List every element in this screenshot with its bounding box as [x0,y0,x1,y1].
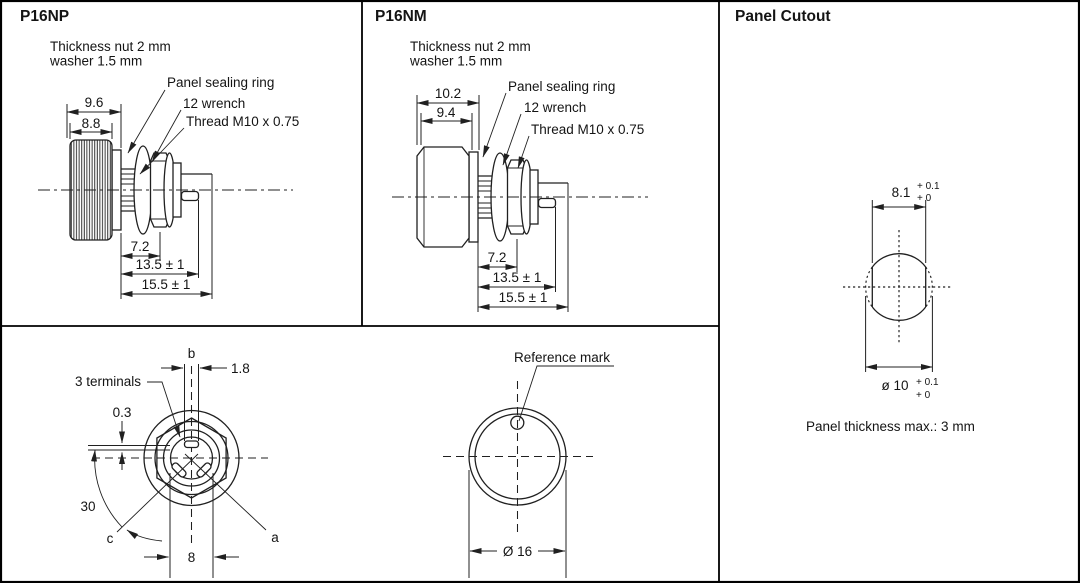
section-p16np [20,8,299,299]
terminal-a-slot [196,462,212,478]
section-p16nm [375,8,648,312]
front-view [443,350,614,578]
section-title: P16NP [20,8,70,25]
dim-knob-inner: 9.4 [436,105,456,120]
dim-shaft-length: 13.5 ± 1 [135,257,185,272]
terminal-b-label: b [187,346,196,361]
wrench-leader [503,114,521,165]
dim-bushing-length: 7.2 [487,250,507,265]
section-title: P16NM [375,8,427,25]
sealing-ring-leader [483,93,506,157]
thread-label: Thread M10 x 0.75 [531,122,645,137]
terminal-c-slot [171,462,187,478]
wrench-label: 12 wrench [524,100,587,115]
dim-bushing-length: 7.2 [130,239,150,254]
thickness-note-line1: Thickness nut 2 mm [50,39,171,54]
dim-knob-inner: 8.8 [81,116,101,131]
crosshair-centerlines [443,381,593,533]
dim-shaft-length: 13.5 ± 1 [492,270,542,285]
dim-overall-length: 15.5 ± 1 [498,290,548,305]
dim-knob-outer: 9.6 [84,95,104,110]
crosshair-centerlines [92,366,268,548]
wrench-label: 12 wrench [183,96,246,111]
dim-knob-diameter: Ø 16 [502,544,533,559]
dim-terminal-width: 1.8 [231,361,250,376]
thickness-note-line1: Thickness nut 2 mm [410,39,531,54]
terminal-leader-lines [117,454,266,532]
reference-mark-leader [519,366,614,421]
terminal-c-pointer-arrow [127,530,162,541]
terminal-slot-side [182,192,199,201]
hole-tolerance-upper: + 0.1 [916,377,939,388]
rear-terminal-view [75,346,279,578]
thickness-note-line2: washer 1.5 mm [410,53,503,69]
section-panel-cutout [735,8,975,434]
dim-knob-outer: 10.2 [434,86,462,101]
flat-tolerance-upper: + 0.1 [917,181,940,192]
terminal-c-label: c [106,531,114,546]
terminal-a-label: a [271,530,279,545]
reference-mark-label: Reference mark [514,350,611,365]
thread-label: Thread M10 x 0.75 [186,114,300,129]
flat-tolerance-lower: + 0 [917,193,932,204]
angle-arc [95,450,122,527]
thickness-note-line2: washer 1.5 mm [50,53,143,69]
terminal-slot-side [539,199,556,208]
angle-value: 30 [80,499,96,514]
dim-flat-width: 8.1 [891,185,911,200]
panel-thickness-note: Panel thickness max.: 3 mm [806,419,975,434]
hole-tolerance-lower: + 0 [916,390,931,401]
terminals-leader [147,382,180,437]
terminals-label: 3 terminals [75,374,142,389]
dim-overall-length: 15.5 ± 1 [141,277,191,292]
cutout-centerlines [843,230,953,344]
dim-hole-diameter: ø 10 [881,378,909,393]
dim-terminal-span: 8 [187,550,196,565]
sealing-ring-leader [128,90,165,153]
dim-terminal-offset: 0.3 [112,405,132,420]
section-title: Panel Cutout [735,8,831,25]
terminal-b-slot [185,441,199,448]
sealing-ring-label: Panel sealing ring [508,79,616,94]
sealing-ring-label: Panel sealing ring [167,75,275,90]
